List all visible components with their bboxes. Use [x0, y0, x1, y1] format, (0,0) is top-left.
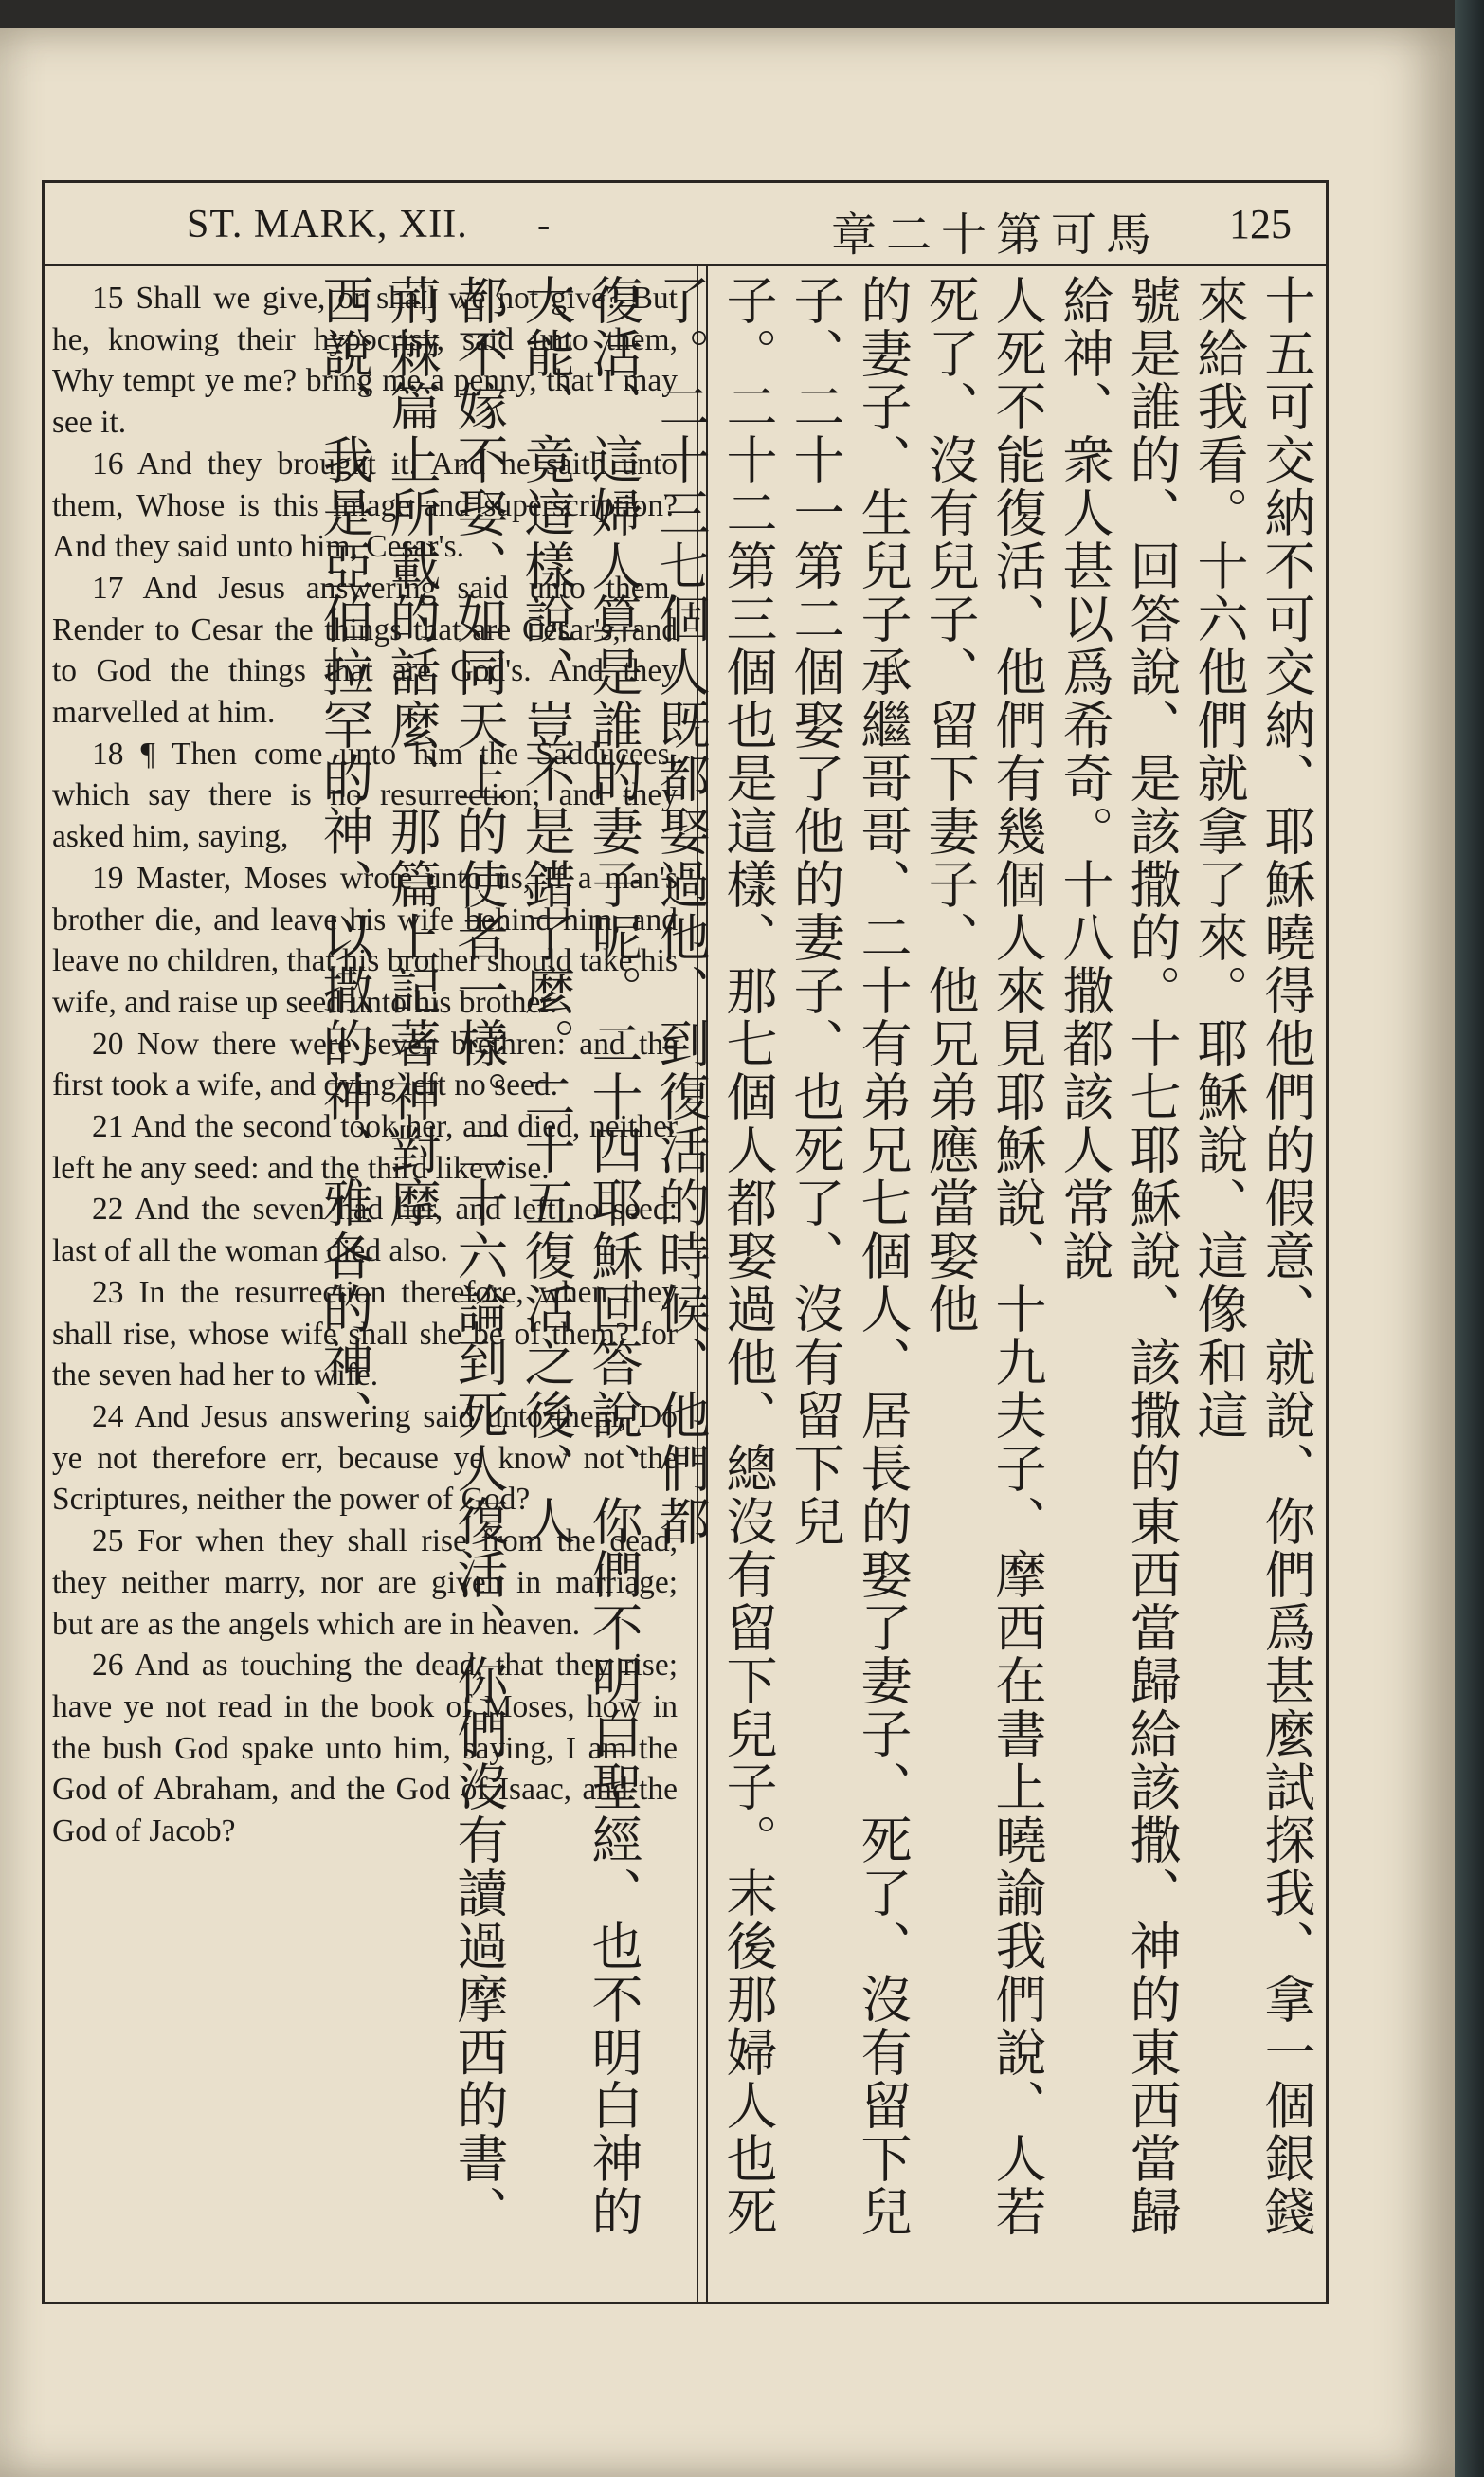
verse-21: 21 And the second took her, and died, neither left he any seed: and the third likewise.: [52, 1109, 678, 1186]
page-header: [45, 183, 1326, 266]
verse-15: 15 Shall we give, or shall we not give? But he, knowing their hypocrisy, said unto them, Why tempt ye me? bring me a penny, that I may see it.: [52, 281, 678, 441]
book-binding-edge: [1455, 0, 1484, 2477]
verse-18: 18 ¶ Then come unto him the Sadducees, which say there is no resurrection; and they asked him, saying,: [52, 736, 678, 855]
page-frame: [42, 180, 1329, 2304]
verse-22: 22 And the seven had her, and left no seed: last of all the woman died also.: [52, 1192, 678, 1269]
chinese-line-8: 西說、我是亞伯拉罕的神、以撒的神、雅各的神、: [315, 274, 374, 1442]
chinese-line-1: 十五可交納不可交納、耶穌曉得他們的假意、就說、你們爲甚麼試探我、拿一個銀錢來給我看。十六他們就拿了來。耶穌說、這像和這: [1189, 274, 1316, 2238]
verse-19: 19 Master, Moses wrote unto us, If a man's brother die, and leave his wife behind him, and leave no children, that his brother should take his wife, and raise up seed unto his brother.: [52, 860, 678, 1020]
verse-26: 26 And as touching the dead, that they rise; have ye not read in the book of Moses, how in the bush God spake unto him, saying, I am the God of Abraham, and the God of Isaac, and the God of Jacob?: [52, 1648, 678, 1849]
verse-23: 23 In the resurrection therefore, when they shall rise, whose wife shall she be of them? for the seven had her to wife.: [52, 1274, 678, 1393]
chinese-line-5: 子。二十二第三個也是這樣、那七個人都娶過他、總沒有留下兒子。末後那婦人也死了。二十三七個人既都娶過他、到復活的時候、他們都: [651, 274, 778, 2238]
verse-17: 17 And Jesus answering said unto them, Render to Cesar the things that are Cesar's, and to God the things that are God's. And they marvelled at him.: [52, 570, 678, 731]
page-number: 125: [1229, 201, 1292, 247]
verse-24: 24 And Jesus answering said unto them, Do ye not therefore err, because ye know not the Scriptures, neither the power of God?: [52, 1398, 678, 1518]
verse-16: 16 And they brought it. And he saith unto them, Whose is this image and superscription? And they said unto him, Cesar's.: [52, 446, 678, 565]
chinese-line-3: 人死不能復活、他們有幾個人來見耶穌說、十九夫子、摩西在書上曉諭我們說、人若死了、沒有兒子、留下妻子、他兄弟應當娶他: [920, 274, 1047, 2238]
chinese-line-2: 號是誰的、回答說、是該撒的。十七耶穌說、該撒的東西當歸給該撒、神的東西當歸給神、衆人甚以爲希奇。十八撒都該人常說: [1055, 274, 1182, 2238]
header-dash: -: [537, 203, 551, 246]
verse-25: 25 For when they shall rise from the dead, they neither marry, nor are given in marriage; but are as the angels which are in heaven.: [52, 1523, 678, 1642]
chinese-line-4: 的妻子、生兒子承繼哥哥、二十有弟兄七個人、居長的娶了妻子、死了、沒有留下兒子、二十一第二個娶了他的妻子、也死了、沒有留下兒: [786, 274, 913, 2238]
english-running-title: ST. MARK, XII.: [187, 203, 468, 246]
verse-20: 20 Now there were seven brethren: and the first took a wife, and dying left no seed.: [52, 1026, 678, 1103]
chinese-line-6: 復活、這婦人算是誰的妻子呢。二十四耶穌回答說、你們不明白聖經、也不明白神的大能、竟這樣說、豈不是錯了麼。二十五復活之後、人: [516, 274, 643, 2238]
chinese-running-title: 章二十第可馬: [831, 209, 1162, 262]
chinese-line-7: 都不嫁不娶、如同天上的使者一樣。二十六論到死人復活、你們沒有讀過摩西的書、荊棘篇上所載的話麼、那篇上記著神對摩: [382, 274, 509, 2238]
